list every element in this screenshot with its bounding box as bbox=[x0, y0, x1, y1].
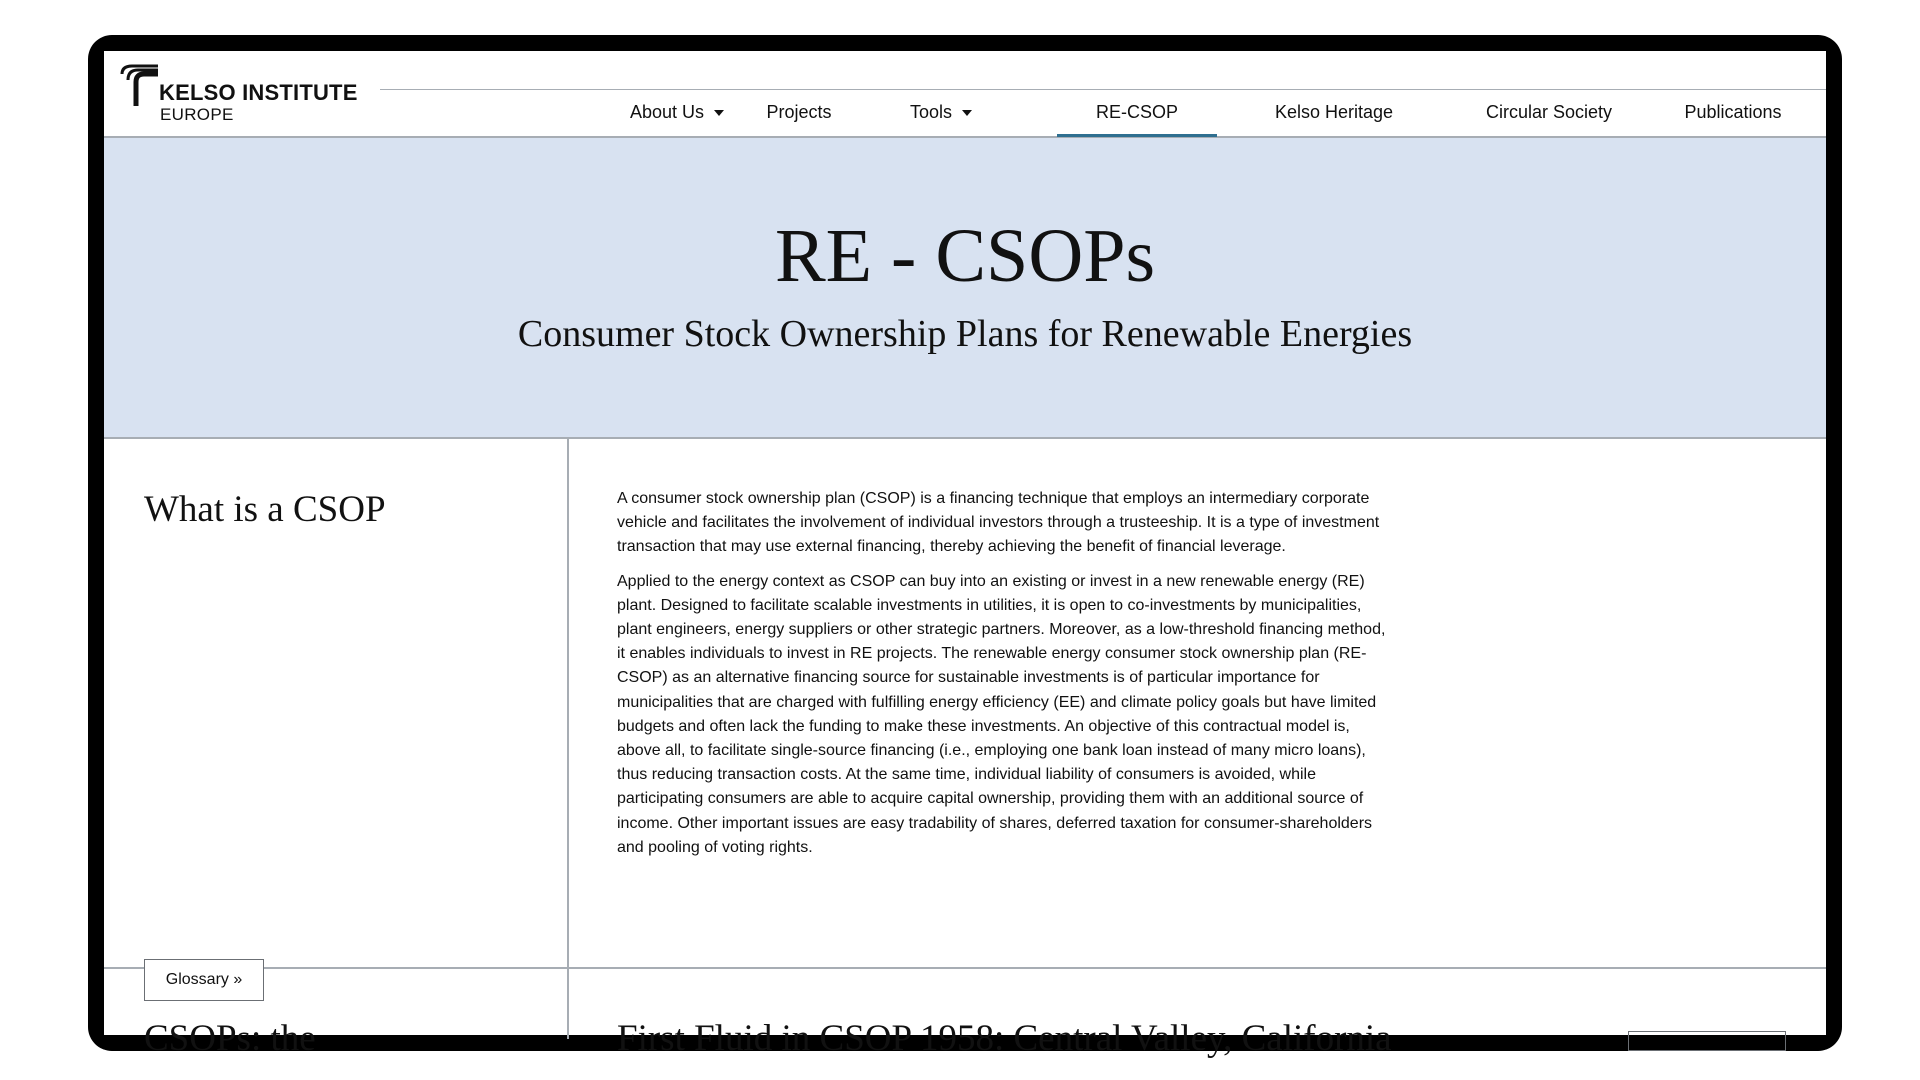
glossary-button[interactable]: Glossary » bbox=[144, 959, 264, 1001]
logo-subtitle: EUROPE bbox=[160, 105, 234, 124]
logo-title: KELSO INSTITUTE bbox=[159, 80, 358, 105]
section-divider bbox=[104, 967, 1826, 969]
next-section-title: First Fluid in CSOP 1958: Central Valley, California bbox=[617, 1018, 1392, 1059]
paragraph: A consumer stock ownership plan (CSOP) is a financing technique that employs an intermediary corporate vehicle and facilitates the involvement of individual investors through a trusteeship. It is a type of investment transaction that may use external financing, thereby achieving the benefit of financial leverage. bbox=[617, 490, 1380, 556]
nav-item-projects[interactable] bbox=[742, 101, 856, 134]
next-section-heading: CSOPs: the bbox=[144, 1018, 316, 1059]
paragraph: Applied to the energy context as CSOP can buy into an existing or invest in a new renewable energy (RE) plant. Designed to facilitate scalable investments in utilities, it is open to co-investments by municipalities, plant engineers, energy suppliers or other strategic partners. Moreover, as a low-threshold financing method, it enables individuals to invest in RE projects. The renewable energy consumer stock ownership plan (RE-CSOP) as an alternative financing source for sustainable investments is of particular importance for municipalities that are charged with fulfilling energy efficiency (EE) and climate policy goals but have limited budgets and often lack the funding to make these investments. An objective of this contractual model is, above all, to facilitate single-source financing (i.e., employing one bank loan instead of many micro loans), thus reducing transaction costs. At the same time, individual liability of consumers is avoided, while participating consumers are able to acquire capital ownership, providing them with an additional source of income. Other important issues are easy tradability of shares, deferred taxation for consumer-shareholders and pooling of voting rights. bbox=[617, 572, 1386, 856]
nav-label: Projects bbox=[766, 102, 832, 122]
next-section-button[interactable] bbox=[1628, 1031, 1786, 1051]
nav-item-tools[interactable] bbox=[886, 101, 996, 134]
hero-banner bbox=[104, 138, 1826, 439]
nav-item-kelso-heritage[interactable] bbox=[1250, 101, 1418, 134]
caret-down-icon bbox=[714, 110, 724, 116]
nav-top-rule bbox=[380, 89, 1826, 90]
kelso-logo-icon bbox=[118, 60, 160, 106]
nav-item-about-us[interactable] bbox=[614, 101, 740, 134]
nav-item-publications[interactable] bbox=[1658, 101, 1808, 134]
nav-label: Tools bbox=[909, 102, 953, 122]
caret-down-icon bbox=[962, 110, 972, 116]
nav-label: RE-CSOP bbox=[1095, 102, 1178, 122]
site-header bbox=[104, 51, 1826, 138]
section-heading: What is a CSOP bbox=[144, 489, 386, 530]
page-title: RE - CSOPs bbox=[774, 214, 1156, 298]
section-body bbox=[617, 487, 1397, 870]
nav-item-re-csop[interactable] bbox=[1057, 101, 1217, 137]
column-divider bbox=[567, 439, 569, 1039]
nav-label: Circular Society bbox=[1485, 102, 1613, 122]
nav-label: About Us bbox=[629, 102, 705, 122]
page-subtitle: Consumer Stock Ownership Plans for Renewable Energies bbox=[517, 313, 1413, 355]
nav-label: Kelso Heritage bbox=[1274, 102, 1394, 122]
main-nav bbox=[104, 101, 1826, 136]
nav-label: Publications bbox=[1684, 102, 1782, 122]
nav-item-circular-society[interactable] bbox=[1454, 101, 1644, 134]
browser-viewport bbox=[104, 51, 1826, 1059]
